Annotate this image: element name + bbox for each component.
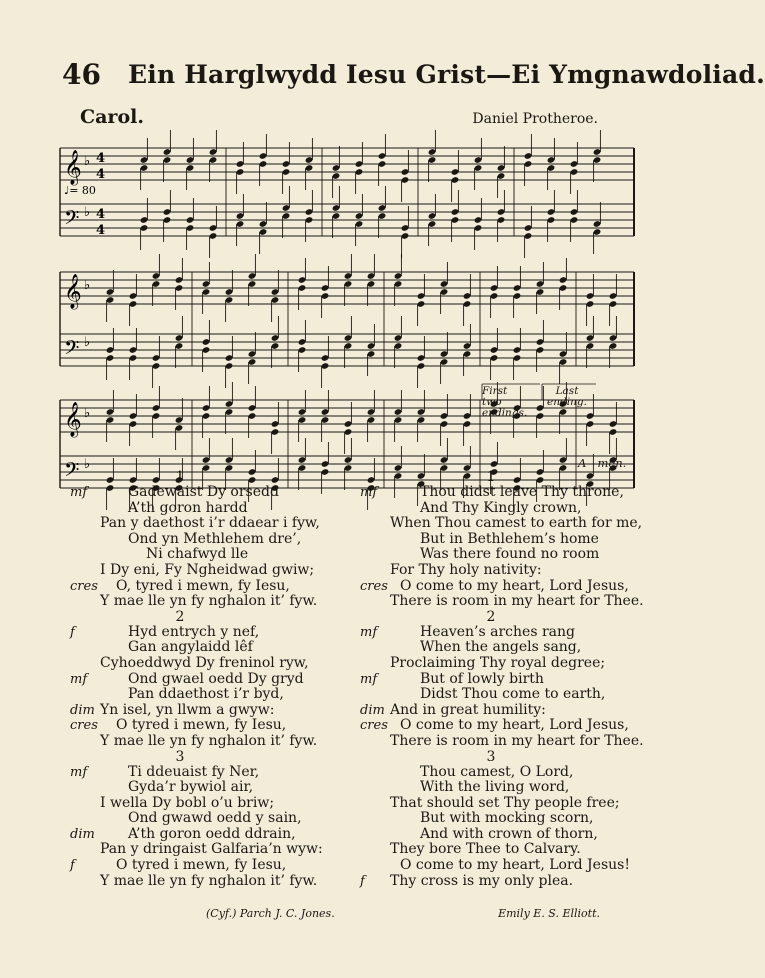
composer-name: Daniel Protheroe. — [472, 111, 598, 127]
lyric-text: Thy cross is my only plea. — [390, 872, 574, 889]
welsh-verse-line — [70, 485, 370, 501]
music-system-1 — [60, 128, 638, 248]
english-verse-line — [360, 532, 622, 548]
page-number: 46 — [62, 58, 101, 91]
welsh-verse-line — [70, 579, 370, 595]
welsh-verse-line — [70, 656, 370, 672]
dynamic-marking: cres — [360, 578, 388, 594]
time-signature-top: 4 — [96, 151, 106, 166]
music-system-1-staves — [60, 128, 638, 248]
dynamic-marking: dim — [70, 702, 95, 718]
dynamic-marking: dim — [360, 702, 385, 718]
welsh-verse-line — [70, 718, 370, 734]
svg-text:♭: ♭ — [84, 457, 91, 472]
welsh-verse-line — [70, 842, 370, 858]
lyric-text: Yn isel, yn llwm a gwyw: — [100, 701, 275, 718]
lyric-text: And in great humility: — [390, 701, 546, 718]
lyric-text: Y mae lle yn fy nghalon it’ fyw. — [100, 872, 318, 889]
amen-label: A - men. — [578, 456, 627, 470]
lyric-text: Thou camest, O Lord, — [420, 763, 574, 780]
svg-text:♭: ♭ — [84, 154, 91, 169]
english-verse-line — [360, 656, 622, 672]
english-verse-line — [360, 547, 622, 563]
english-verse-line — [360, 577, 629, 595]
bass-time-signature-top: 4 — [96, 207, 106, 222]
notes-system-1 — [140, 130, 602, 258]
treble-clef-icon: 𝄞 — [64, 150, 82, 185]
dynamic-marking: mf — [360, 485, 378, 500]
notes-system-2 — [106, 254, 618, 388]
welsh-verse-line — [70, 780, 370, 796]
english-verse-number: 1 — [486, 469, 496, 485]
verses — [0, 469, 644, 940]
english-verse-line — [360, 672, 622, 688]
welsh-verse-line — [70, 594, 370, 610]
welsh-verse-line — [70, 547, 370, 563]
dynamic-marking: mf — [70, 764, 88, 780]
welsh-verse-line — [70, 532, 370, 548]
lyric-text: But with mocking scorn, — [420, 810, 594, 827]
bass-time-signature-bottom: 4 — [96, 223, 106, 238]
welsh-verse-line — [70, 687, 370, 703]
lyric-text: Ond yn Methlehem dre’, — [128, 530, 302, 547]
svg-text:♭: ♭ — [84, 406, 91, 421]
bass-clef-icon: 𝄢 — [64, 458, 80, 486]
welsh-verse-number: 3 — [175, 748, 185, 765]
english-verses — [360, 469, 644, 889]
english-verse-line — [360, 811, 622, 827]
lyric-text: And with crown of thorn, — [420, 825, 598, 842]
dynamic-marking: cres — [70, 578, 98, 594]
first-endings-label: First two endings. — [482, 385, 528, 419]
tempo-marking: ♩= 80 — [64, 184, 96, 197]
english-verse-line — [360, 765, 622, 781]
english-verse-line — [360, 640, 622, 656]
lyric-text: Pan ddaethost i’r byd, — [128, 686, 284, 703]
lyric-text: Was there found no room — [420, 546, 600, 563]
lyric-text: There is room in my heart for Thee. — [390, 593, 644, 610]
dynamic-marking: mf — [70, 671, 88, 687]
lyric-text: That should set Thy people free; — [390, 794, 620, 811]
lyric-text: Proclaiming Thy royal degree; — [390, 654, 606, 671]
english-verse-line — [360, 485, 622, 501]
lyric-text: Y mae lle yn fy nghalon it’ fyw. — [100, 593, 318, 610]
english-verse-line — [360, 796, 622, 812]
dynamic-marking: f — [360, 873, 365, 889]
tune-name: Carol. — [80, 106, 144, 128]
lyric-text: They bore Thee to Calvary. — [390, 841, 581, 858]
lyric-text: I wella Dy bobl o’u briw; — [100, 794, 275, 811]
lyric-text: Gan angylaidd lêf — [128, 639, 253, 656]
last-ending-label: Last ending. — [547, 385, 587, 408]
lyric-text: Ond gwawd oedd y sain, — [128, 810, 302, 827]
bass-clef-icon: 𝄢 — [64, 336, 80, 364]
lyric-text: O come to my heart, Lord Jesus! — [400, 857, 630, 874]
svg-text:♭: ♭ — [84, 278, 91, 293]
music-system-2 — [60, 258, 638, 378]
svg-text:♭: ♭ — [84, 335, 91, 350]
dynamic-marking: mf — [360, 624, 378, 640]
lyric-text: But in Bethlehem’s home — [420, 530, 599, 547]
lyric-text: Gadewaist Dy orsedd — [128, 484, 279, 500]
lyric-text: A’th goron oedd ddrain, — [128, 825, 296, 842]
english-verse-number: 2 — [486, 608, 496, 625]
lyric-text: O come to my heart, Lord Jesus, — [400, 577, 629, 594]
dynamic-marking: dim — [70, 826, 95, 842]
welsh-verse-number: 2 — [175, 608, 185, 625]
english-verse-line — [360, 732, 644, 750]
lyric-text: O come to my heart, Lord Jesus, — [400, 717, 629, 734]
treble-clef-icon: 𝄞 — [64, 274, 82, 309]
lyric-text: When the angels sang, — [420, 639, 582, 656]
welsh-verse-line — [70, 811, 370, 827]
english-verse-line — [360, 593, 644, 610]
lyric-text: Y mae lle yn fy nghalon it’ fyw. — [100, 732, 318, 749]
english-verse-line — [360, 842, 622, 858]
english-verse-line — [360, 717, 629, 734]
welsh-verse-line — [70, 501, 370, 517]
english-verse-line — [360, 687, 622, 703]
dynamic-marking: mf — [360, 671, 378, 687]
lyric-text: But of lowly birth — [420, 670, 544, 687]
lyric-text: Heaven’s arches rang — [420, 623, 575, 640]
english-verse-line — [360, 703, 622, 719]
welsh-verse-line — [70, 625, 370, 641]
lyric-text: Cyhoeddwyd Dy freninol ryw, — [100, 654, 309, 671]
lyric-text: Gyda’r bywiol air, — [128, 779, 254, 796]
dynamic-marking: cres — [360, 718, 388, 734]
welsh-verse-line — [70, 827, 370, 843]
english-verse-number: 3 — [486, 748, 496, 765]
translator-credit: (Cyf.) Parch J. C. Jones. — [206, 907, 335, 920]
bass-clef-icon: 𝄢 — [64, 206, 80, 234]
english-verse-line — [360, 857, 630, 874]
lyric-text: A’th goron hardd — [128, 499, 248, 516]
lyric-text: When Thou camest to earth for me, — [390, 515, 643, 532]
welsh-verses — [70, 470, 370, 889]
lyric-text: I Dy eni, Fy Ngheidwad gwiw; — [100, 561, 315, 578]
lyric-text: Ti ddeuaist fy Ner, — [128, 763, 260, 780]
welsh-verse-number: 1 — [175, 469, 185, 485]
lyric-text: O tyred i mewn, fy Iesu, — [116, 717, 287, 734]
music-system-2-staves — [60, 258, 638, 378]
english-verse-line — [360, 780, 622, 796]
welsh-verse-line — [70, 765, 370, 781]
english-verse-line — [360, 827, 622, 843]
lyric-text: O, tyred i mewn, fy Iesu, — [116, 577, 290, 594]
welsh-verse-line — [70, 734, 370, 750]
treble-clef-icon: 𝄞 — [64, 402, 82, 437]
english-verse-line — [360, 501, 622, 517]
lyric-text: And Thy Kingly crown, — [420, 499, 582, 516]
lyric-text: Ni chafwyd lle — [146, 546, 249, 563]
lyric-text: Pan y daethost i’r ddaear i fyw, — [100, 515, 320, 532]
welsh-verse-line — [70, 703, 370, 719]
welsh-verse-line — [70, 563, 370, 579]
english-verse-line — [360, 625, 622, 641]
lyric-text: Didst Thou come to earth, — [420, 686, 606, 703]
lyric-text: Thou didst leave Thy throne, — [420, 484, 624, 500]
english-verse-line — [360, 563, 622, 579]
welsh-verse-line — [70, 672, 370, 688]
welsh-verse-line — [70, 640, 370, 656]
dynamic-marking: cres — [70, 718, 98, 734]
lyric-text: There is room in my heart for Thee. — [390, 732, 644, 749]
time-signature-bottom: 4 — [96, 167, 106, 182]
welsh-verse-line — [70, 796, 370, 812]
lyric-text: Hyd entrych y nef, — [128, 623, 260, 640]
welsh-verse-line — [70, 516, 370, 532]
author-credit: Emily E. S. Elliott. — [498, 907, 600, 920]
english-verse-line — [360, 874, 622, 890]
dynamic-marking: f — [70, 858, 75, 874]
lyric-text: Pan y dringaist Galfaria’n wyw: — [100, 841, 323, 858]
lyric-text: Ond gwael oedd Dy gryd — [128, 670, 304, 687]
welsh-verse-line — [70, 858, 370, 874]
lyric-text: O tyred i mewn, fy Iesu, — [116, 857, 287, 874]
hymn-title: Ein Harglwydd Iesu Grist—Ei Ymgnawdoliad. — [128, 60, 765, 89]
lyric-text: With the living word, — [420, 779, 570, 796]
english-verse-line — [360, 515, 643, 532]
welsh-verse-line — [70, 874, 370, 890]
svg-text:♭: ♭ — [84, 205, 91, 220]
lyric-text: For Thy holy nativity: — [390, 561, 542, 578]
dynamic-marking: mf — [70, 485, 88, 500]
dynamic-marking: f — [70, 624, 75, 640]
